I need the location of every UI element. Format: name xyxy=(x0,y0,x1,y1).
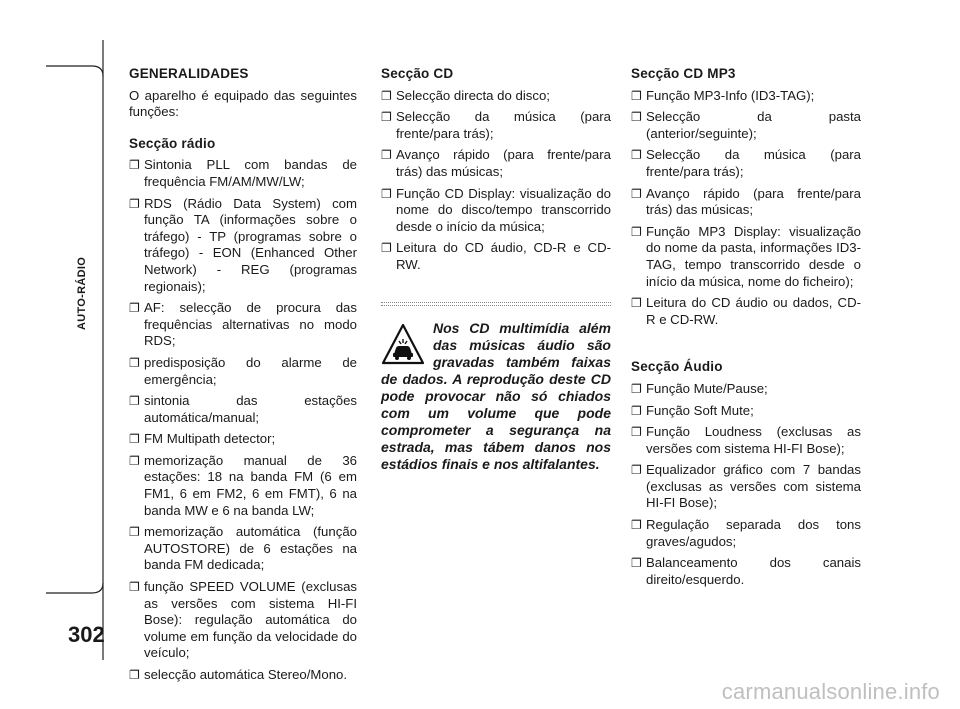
watermark: carmanualsonline.info xyxy=(721,679,940,704)
checkbox-bullet-icon: ❐ xyxy=(631,148,642,163)
checkbox-bullet-icon: ❐ xyxy=(129,394,140,409)
list-item: ❐ sintonia das estações automática/manual; xyxy=(129,393,357,425)
list-item: ❐ FM Multipath detector; xyxy=(129,431,276,447)
margin-ornament xyxy=(0,0,120,709)
warning-separator xyxy=(381,302,611,306)
checkbox-bullet-icon: ❐ xyxy=(129,668,140,682)
list-item: ❐ Selecção da pasta (anterior/seguinte); xyxy=(631,109,861,141)
cd-feature-list xyxy=(381,88,611,274)
radio-feature-list xyxy=(129,157,357,683)
checkbox-bullet-icon: ❐ xyxy=(631,425,642,440)
list-item: ❐ RDS (Rádio Data System) com função TA (informações sobre o tráfego) - TP (programas sobre o tráfego) - EON (Enhanced Other Network) - REG (programas regionais); xyxy=(129,195,357,294)
checkbox-bullet-icon: ❐ xyxy=(381,186,392,201)
list-item: ❐ Balanceamento dos canais direito/esquerdo. xyxy=(631,555,861,587)
checkbox-bullet-icon: ❐ xyxy=(631,403,642,418)
checkbox-bullet-icon: ❐ xyxy=(129,301,140,316)
intro-paragraph: O aparelho é equipado das seguintes funções: xyxy=(129,87,357,120)
list-item: ❐ Função MP3 Display: visualização do nome da pasta, informações ID3-TAG, tempo transcorrido desde o início da música, nome do ficheiro); xyxy=(631,223,861,289)
checkbox-bullet-icon: ❐ xyxy=(381,110,392,125)
list-item: ❐ Sintonia PLL com bandas de frequência FM/AM/MW/LW; xyxy=(129,157,357,189)
warning-triangle-car-icon xyxy=(381,322,425,366)
list-item: ❐ Selecção directa do disco; xyxy=(381,87,550,103)
checkbox-bullet-icon: ❐ xyxy=(631,381,642,396)
list-item: ❐ Função Loudness (exclusas as versões com sistema HI-FI Bose); xyxy=(631,424,861,456)
checkbox-bullet-icon: ❐ xyxy=(129,355,140,370)
checkbox-bullet-icon: ❐ xyxy=(631,556,642,571)
checkbox-bullet-icon: ❐ xyxy=(631,186,642,201)
column-generalidades xyxy=(129,66,357,689)
list-item: ❐ Avanço rápido (para frente/para trás) das músicas; xyxy=(631,185,861,218)
list-item: ❐ memorização automática (função AUTOSTORE) de 6 estações na banda FM dedicada; xyxy=(129,524,357,573)
checkbox-bullet-icon: ❐ xyxy=(129,525,140,540)
checkbox-bullet-icon: ❐ xyxy=(129,453,140,468)
checkbox-bullet-icon: ❐ xyxy=(631,224,642,239)
list-item: ❐ Função CD Display: visualização do nome do disco/tempo transcorrido desde o início da música; xyxy=(381,185,611,234)
list-item: ❐ Equalizador gráfico com 7 bandas (exclusas as versões com sistema HI-FI Bose); xyxy=(631,462,861,511)
checkbox-bullet-icon: ❐ xyxy=(631,296,642,311)
list-item: ❐ Função MP3-Info (ID3-TAG); xyxy=(631,87,815,103)
column-cd xyxy=(381,66,611,473)
checkbox-bullet-icon: ❐ xyxy=(129,158,140,173)
list-item: ❐ Leitura do CD áudio ou dados, CD-R e CD-RW. xyxy=(631,295,861,327)
list-item: ❐ selecção automática Stereo/Mono. xyxy=(129,667,348,682)
heading-radio: Secção rádio xyxy=(129,135,216,151)
section-side-label: AUTO-RÁDIO xyxy=(76,256,88,330)
heading-audio: Secção Áudio xyxy=(631,359,723,375)
list-item: ❐ Função Soft Mute; xyxy=(631,402,754,418)
mp3-feature-list xyxy=(631,88,861,329)
checkbox-bullet-icon: ❐ xyxy=(129,196,140,211)
list-item: ❐ Função Mute/Pause; xyxy=(631,380,768,396)
checkbox-bullet-icon: ❐ xyxy=(129,432,140,447)
warning-text: Nos CD multimídia além das músicas áudio são gravadas também faixas de dados. A reprodução deste CD pode provocar não só chiados com um volume que pode comprometer a segurança na estrada, mas tábem danos nos estádios finais e nos altifalantes. xyxy=(381,319,611,472)
heading-generalidades: GENERALIDADES xyxy=(129,66,249,81)
column-mp3-audio xyxy=(631,66,861,593)
checkbox-bullet-icon: ❐ xyxy=(381,88,392,103)
heading-cd-mp3: Secção CD MP3 xyxy=(631,66,736,81)
checkbox-bullet-icon: ❐ xyxy=(631,463,642,478)
list-item: ❐ AF: selecção de procura das frequências alternativas no modo RDS; xyxy=(129,300,357,349)
checkbox-bullet-icon: ❐ xyxy=(129,580,140,595)
list-item: ❐ Regulação separada dos tons graves/agudos; xyxy=(631,517,861,549)
list-item: ❐ função SPEED VOLUME (exclusas as versões com sistema HI-FI Bose): regulação automática do volume em função da velocidade do veículo; xyxy=(129,579,357,661)
heading-cd: Secção CD xyxy=(381,66,454,81)
list-item: ❐ Avanço rápido (para frente/para trás) das músicas; xyxy=(381,147,611,179)
checkbox-bullet-icon: ❐ xyxy=(631,110,642,125)
list-item: ❐ memorização manual de 36 estações: 18 na banda FM (6 em FM1, 6 em FM2, 6 em FMT), 6 na banda MW e 6 na banda LW; xyxy=(129,452,357,518)
warning-box xyxy=(381,320,611,473)
list-item: ❐ Leitura do CD áudio, CD-R e CD-RW. xyxy=(381,240,611,272)
page-number: 302 xyxy=(68,622,105,647)
list-item: ❐ Selecção da música (para frente/para trás); xyxy=(631,147,861,179)
checkbox-bullet-icon: ❐ xyxy=(381,241,392,256)
list-item: ❐ predisposição do alarme de emergência; xyxy=(129,354,357,387)
audio-feature-list xyxy=(631,381,861,589)
checkbox-bullet-icon: ❐ xyxy=(631,88,642,103)
list-item: ❐ Selecção da música (para frente/para trás); xyxy=(381,109,611,141)
checkbox-bullet-icon: ❐ xyxy=(381,148,392,163)
checkbox-bullet-icon: ❐ xyxy=(631,518,642,533)
